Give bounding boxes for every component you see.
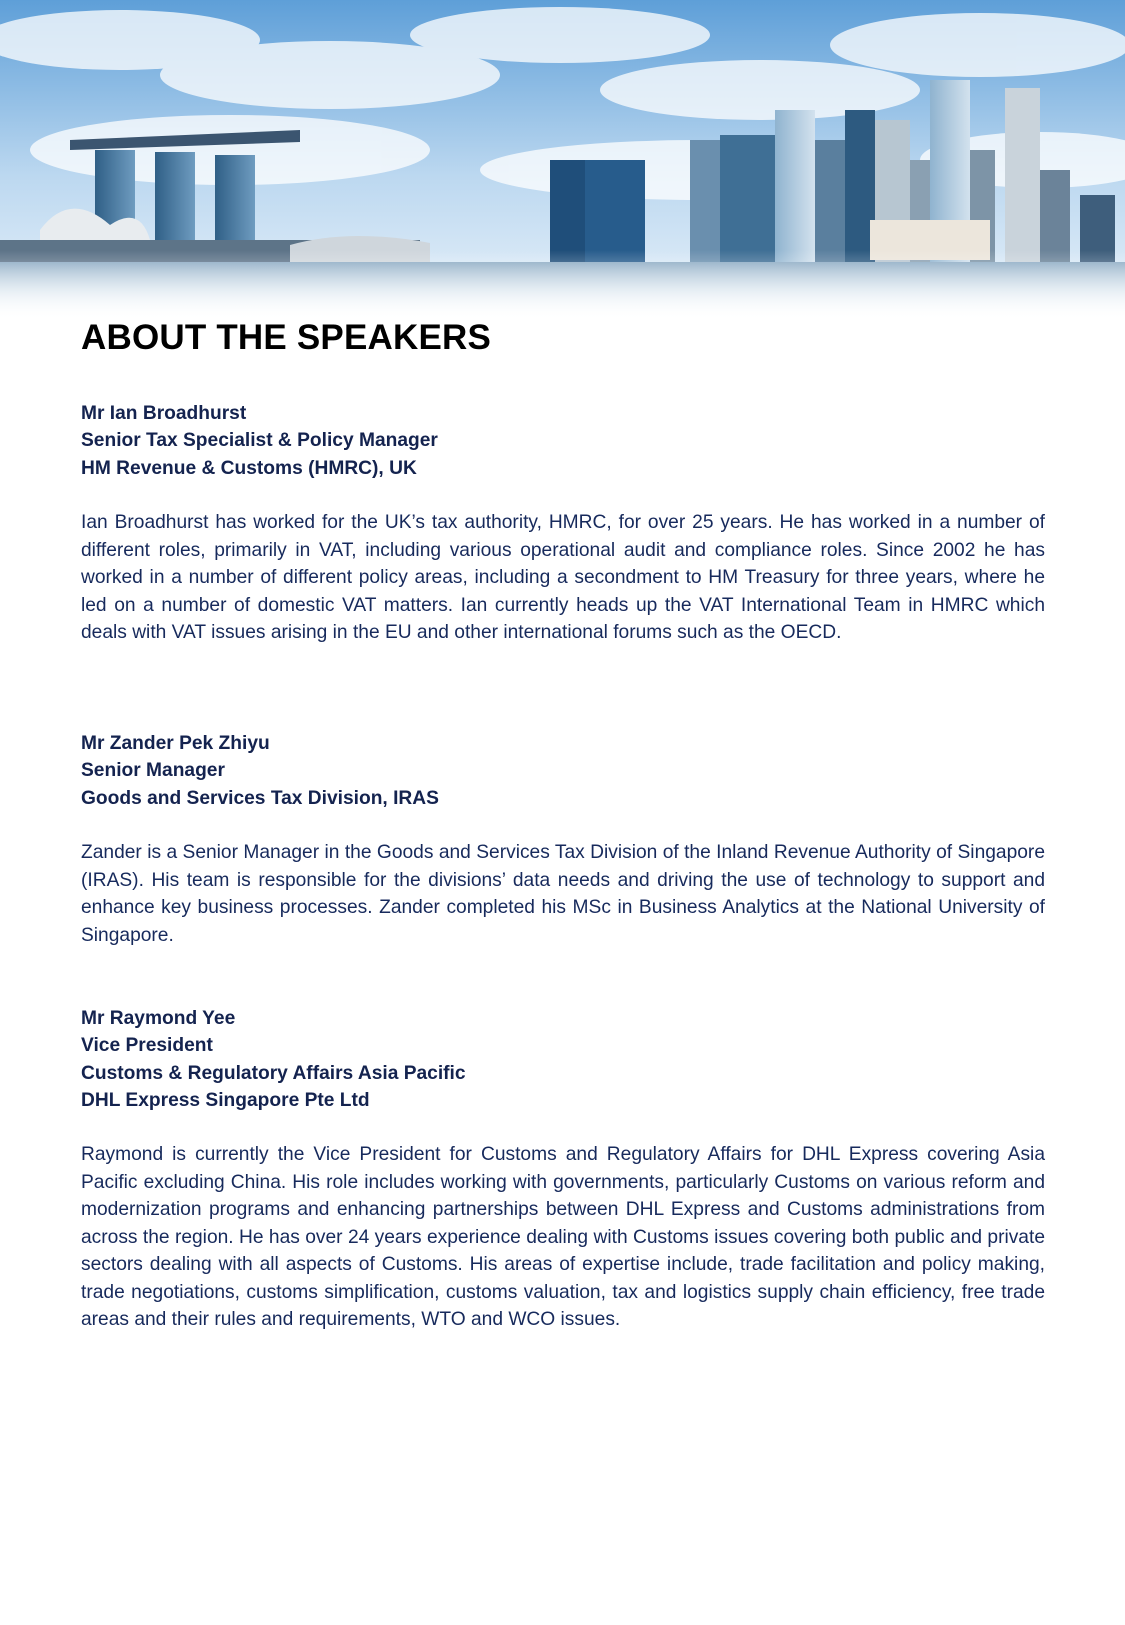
speaker-organization: Goods and Services Tax Division, IRAS	[81, 787, 439, 809]
speaker-section	[81, 400, 1045, 647]
speaker-role: Vice President	[81, 1035, 213, 1057]
speaker-role: Senior Tax Specialist & Policy Manager	[81, 430, 438, 452]
speaker-name: Mr Raymond Yee	[81, 1008, 236, 1029]
speaker-section	[81, 730, 1045, 949]
speaker-bio: Raymond is currently the Vice President for Customs and Regulatory Affairs for DHL Express covering Asia Pacific excluding China. His role includes working with governments, particularly Customs on various reform and modernization programs and enhancing partnerships between DHL Express and Customs administrations from across the region. He has over 24 years experience dealing with Customs issues covering both public and private sectors dealing with all aspects of Customs. His areas of expertise include, trade facilitation and policy making, trade negotiations, customs simplification, customs valuation, tax and logistics supply chain efficiency, free trade areas and their rules and requirements, WTO and WCO issues.	[81, 1144, 1045, 1331]
speaker-bio: Zander is a Senior Manager in the Goods and Services Tax Division of the Inland Revenue Authority of Singapore (IRAS). His team is responsible for the divisions’ data needs and driving the use of technology to support and enhance key business processes. Zander completed his MSc in Business Analytics at the National University of Singapore.	[81, 842, 1045, 946]
speaker-role: Senior Manager	[81, 760, 225, 782]
speaker-section	[81, 1005, 1045, 1334]
page-title: ABOUT THE SPEAKERS	[81, 318, 492, 357]
speaker-organization: HM Revenue & Customs (HMRC), UK	[81, 457, 417, 479]
speaker-name: Mr Zander Pek Zhiyu	[81, 733, 270, 754]
speaker-heading	[81, 400, 1045, 482]
speaker-name: Mr Ian Broadhurst	[81, 403, 247, 424]
speaker-department: Customs & Regulatory Affairs Asia Pacific	[81, 1062, 466, 1084]
speaker-heading	[81, 1005, 1045, 1114]
speaker-heading	[81, 730, 1045, 812]
singapore-skyline-illustration	[0, 0, 1125, 320]
skyline-banner	[0, 0, 1125, 320]
speaker-organization: DHL Express Singapore Pte Ltd	[81, 1089, 370, 1111]
speaker-bio: Ian Broadhurst has worked for the UK’s tax authority, HMRC, for over 25 years. He has worked in a number of different roles, primarily in VAT, including various operational audit and compliance roles. Since 2002 he has worked in a number of different policy areas, including a secondment to HM Treasury for three years, where he led on a number of domestic VAT matters. Ian currently heads up the VAT International Team in HMRC which deals with VAT issues arising in the EU and other international forums such as the OECD.	[81, 512, 1045, 644]
